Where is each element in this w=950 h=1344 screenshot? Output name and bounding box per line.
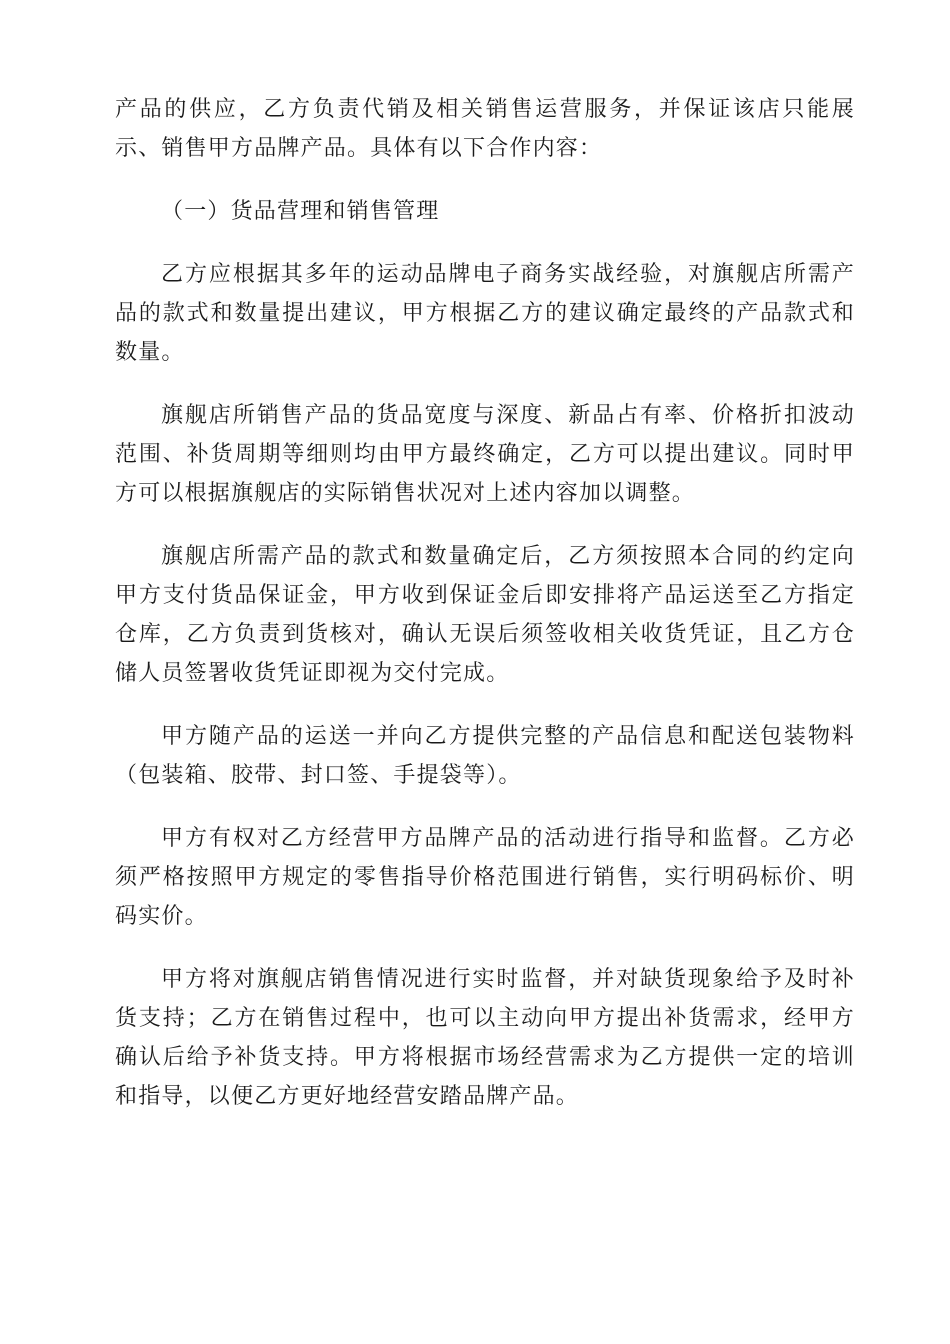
intro-paragraph: 产品的供应，乙方负责代销及相关销售运营服务，并保证该店只能展示、销售甲方品牌产品。具体有以下合作内容： xyxy=(115,97,855,161)
body-paragraph-1: 乙方应根据其多年的运动品牌电子商务实战经验，对旗舰店所需产品的款式和数量提出建议，甲方根据乙方的建议确定最终的产品款式和数量。 xyxy=(115,262,855,365)
body-paragraph-5: 甲方有权对乙方经营甲方品牌产品的活动进行指导和监督。乙方必须严格按照甲方规定的零售指导价格范围进行销售，实行明码标价、明码实价。 xyxy=(115,826,855,929)
body-paragraph-2: 旗舰店所销售产品的货品宽度与深度、新品占有率、价格折扣波动范围、补货周期等细则均由甲方最终确定，乙方可以提出建议。同时甲方可以根据旗舰店的实际销售状况对上述内容加以调整。 xyxy=(115,403,855,506)
section-heading: （一）货品营理和销售管理 xyxy=(161,199,440,224)
body-paragraph-6: 甲方将对旗舰店销售情况进行实时监督，并对缺货现象给予及时补货支持；乙方在销售过程中，也可以主动向甲方提出补货需求，经甲方确认后给予补货支持。甲方将根据市场经营需求为乙方提供一定的培训和指导，以便乙方更好地经营安踏品牌产品。 xyxy=(115,967,855,1109)
body-paragraph-4: 甲方随产品的运送一并向乙方提供完整的产品信息和配送包装物料（包装箱、胶带、封口签、手提袋等）。 xyxy=(115,724,855,788)
document-body xyxy=(115,90,855,1140)
body-paragraph-3: 旗舰店所需产品的款式和数量确定后，乙方须按照本合同的约定向甲方支付货品保证金，甲方收到保证金后即安排将产品运送至乙方指定仓库，乙方负责到货核对，确认无误后须签收相关收货凭证，且乙方仓储人员签署收货凭证即视为交付完成。 xyxy=(115,544,855,686)
